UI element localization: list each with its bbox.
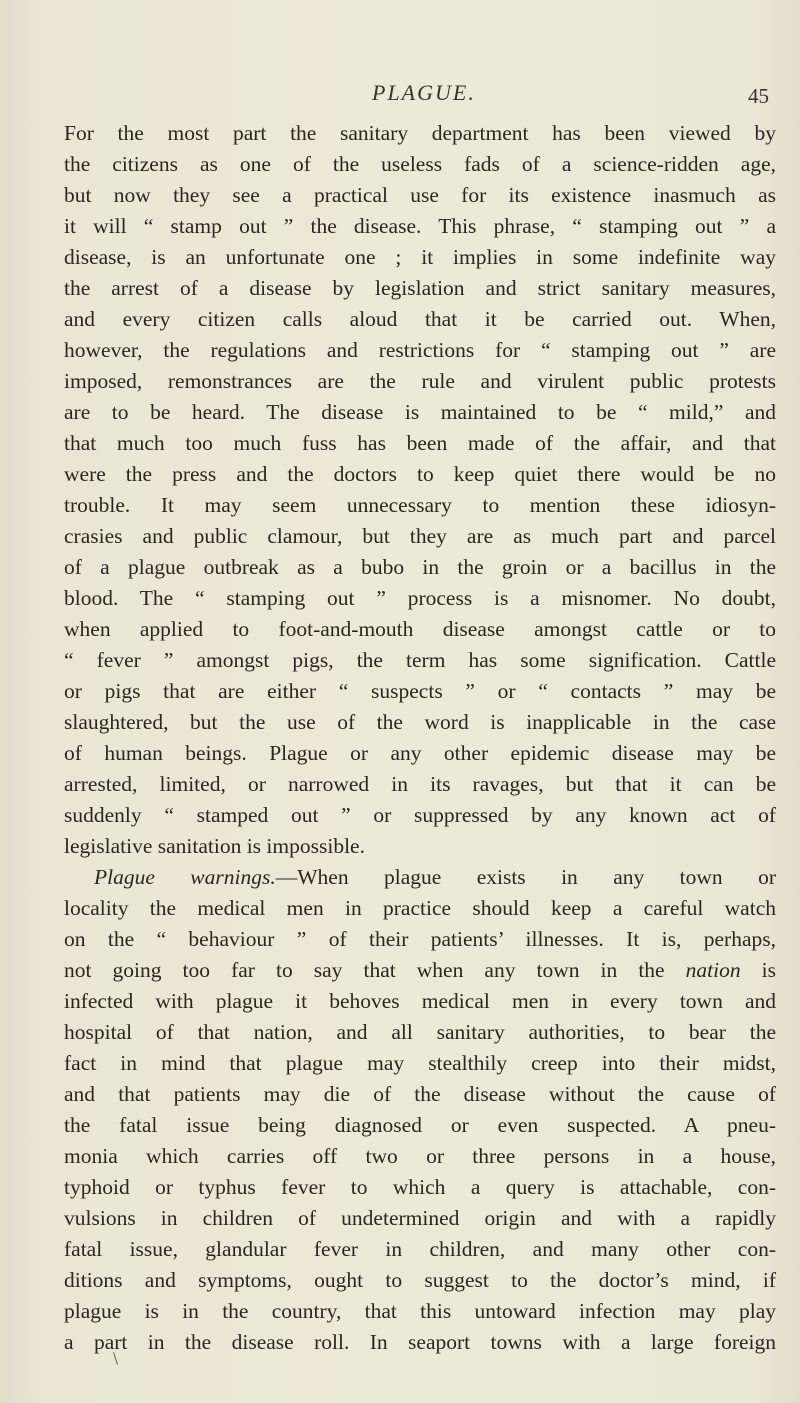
text-line: that much too much fuss has been made of the affair, and that xyxy=(64,431,776,455)
text-line: the citizens as one of the useless fads of a science-ridden age, xyxy=(64,152,776,176)
text-line: or pigs that are either “ suspects ” or “ contacts ” may be xyxy=(64,679,776,703)
text-line: suddenly “ stamped out ” or suppressed by any known act of xyxy=(64,803,776,827)
text-fragment: is xyxy=(740,958,777,982)
running-title: PLAGUE. xyxy=(372,80,476,105)
text-line: fatal issue, glandular fever in children, and many other con- xyxy=(64,1237,776,1261)
text-line: and every citizen calls aloud that it be carried out. When, xyxy=(64,307,776,331)
text-line: blood. The “ stamping out ” process is a misnomer. No doubt, xyxy=(64,586,776,610)
text-line: disease, is an unfortunate one ; it implies in some indefinite way xyxy=(64,245,776,269)
text-line: it will “ stamp out ” the disease. This phrase, “ stamping out ” a xyxy=(64,214,776,238)
text-line: typhoid or typhus fever to which a query is attachable, con- xyxy=(64,1175,776,1199)
text-line: trouble. It may seem unnecessary to mention these idiosyn- xyxy=(64,493,776,517)
text-line: monia which carries off two or three persons in a house, xyxy=(64,1144,776,1168)
text-line: locality the medical men in practice should keep a careful watch xyxy=(64,896,776,920)
text-fragment: not going too far to say that when any town in the xyxy=(64,958,686,982)
text-line: are to be heard. The disease is maintained to be “ mild,” and xyxy=(64,400,776,424)
text-line: fact in mind that plague may stealthily creep into their midst, xyxy=(64,1051,776,1075)
text-line: on the “ behaviour ” of their patients’ illnesses. It is, perhaps, xyxy=(64,927,776,951)
text-line: the arrest of a disease by legislation and strict sanitary measures, xyxy=(64,276,776,300)
running-head xyxy=(0,80,800,110)
text-line: however, the regulations and restrictions for “ stamping out ” are xyxy=(64,338,776,362)
text-line: arrested, limited, or narrowed in its ravages, but that it can be xyxy=(64,772,776,796)
text-line: of a plague outbreak as a bubo in the groin or a bacillus in the xyxy=(64,555,776,579)
text-line: “ fever ” amongst pigs, the term has some signification. Cattle xyxy=(64,648,776,672)
page-number: 45 xyxy=(748,84,769,108)
text-line: hospital of that nation, and all sanitary authorities, to bear the xyxy=(64,1020,776,1044)
text-line: the fatal issue being diagnosed or even suspected. A pneu- xyxy=(64,1113,776,1137)
text-line: legislative sanitation is impossible. xyxy=(64,834,365,858)
paragraph-heading-line xyxy=(64,862,776,893)
text-line: when applied to foot-and-mouth disease amongst cattle or to xyxy=(64,617,776,641)
text-line: ditions and symptoms, ought to suggest to the doctor’s mind, if xyxy=(64,1268,776,1292)
text-line: but now they see a practical use for its existence inasmuch as xyxy=(64,183,776,207)
text-line: vulsions in children of undetermined origin and with a rapidly xyxy=(64,1206,776,1230)
text-line: a part in the disease roll. In seaport towns with a large foreign xyxy=(64,1330,776,1354)
text-line: infected with plague it behoves medical men in every town and xyxy=(64,989,776,1013)
text-line: of human beings. Plague or any other epidemic disease may be xyxy=(64,741,776,765)
text-line: were the press and the doctors to keep quiet there would be no xyxy=(64,462,776,486)
body-text xyxy=(64,118,776,1358)
text-line: slaughtered, but the use of the word is inapplicable in the case xyxy=(64,710,776,734)
emphasis-word: nation xyxy=(685,958,741,982)
text-line: imposed, remonstrances are the rule and virulent public protests xyxy=(64,369,776,393)
text-line: and that patients may die of the disease without the cause of xyxy=(64,1082,776,1106)
text-line xyxy=(64,955,776,986)
section-heading: Plague warnings. xyxy=(94,865,276,889)
text-line: plague is in the country, that this untoward infection may play xyxy=(64,1299,776,1323)
text-line: For the most part the sanitary department has been viewed by xyxy=(64,121,776,145)
text-line: crasies and public clamour, but they are as much part and parcel xyxy=(64,524,776,548)
text-fragment: —When plague exists in any town or xyxy=(275,865,776,889)
